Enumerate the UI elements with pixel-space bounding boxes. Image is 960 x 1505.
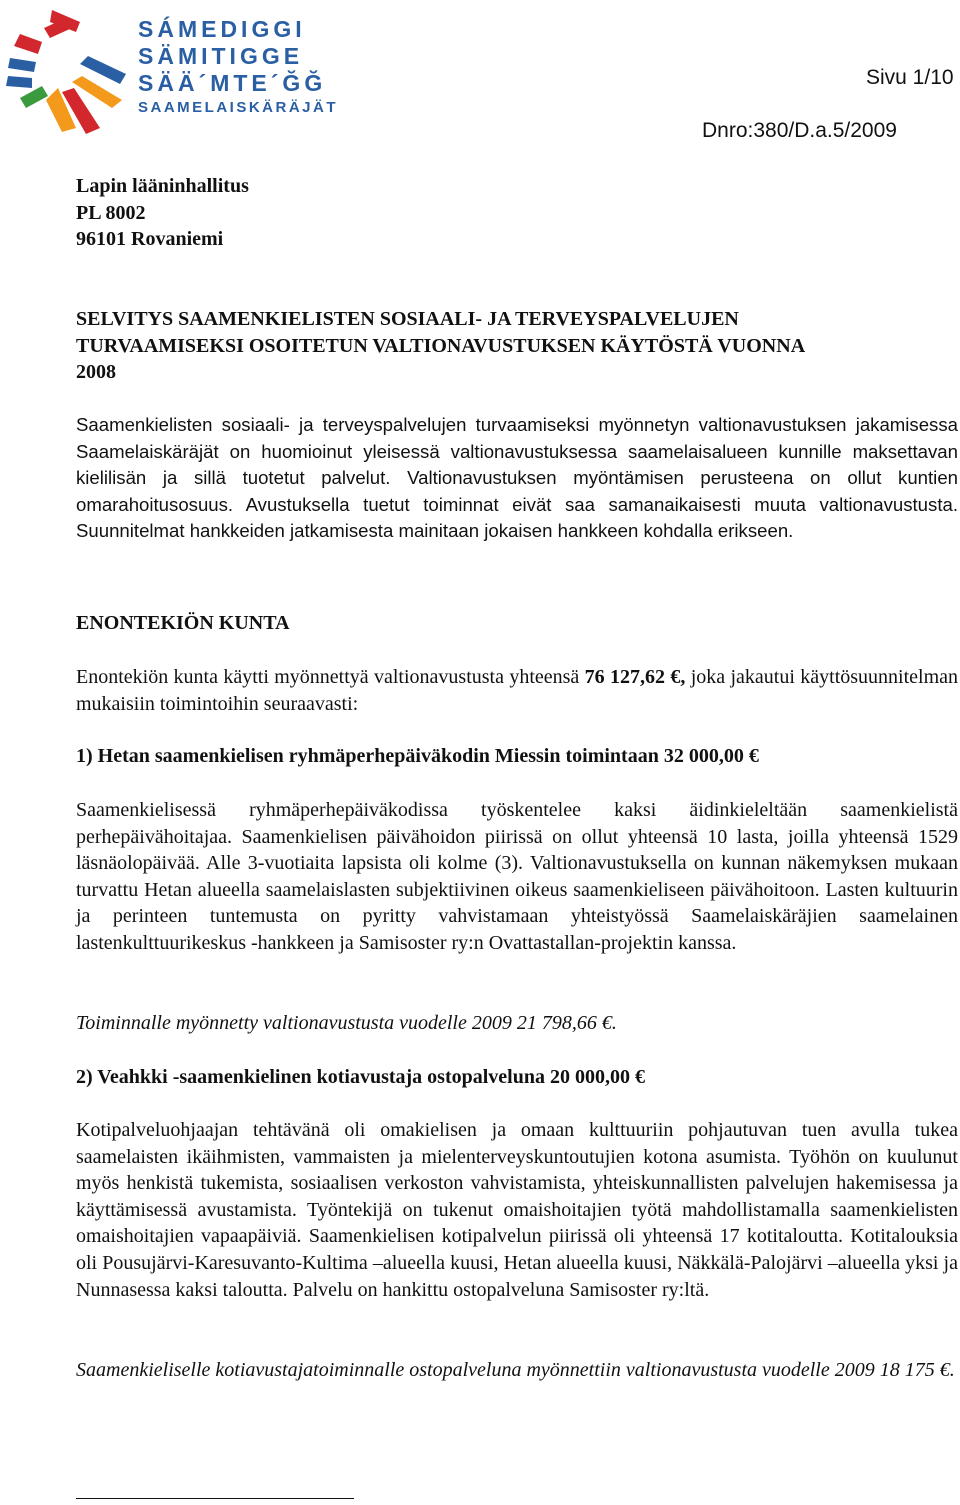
item-heading: 1) Hetan saamenkielisen ryhmäperhepäiväkodin Miessin toimintaan 32 000,00 €	[76, 745, 759, 767]
summary-text: joka jakautui käyttösuunnitelman mukaisiin toimintoihin seuraavasti:	[76, 666, 959, 715]
item-paragraph: Kotipalveluohjaajan tehtävänä oli omakielisen ja omaan kulttuuriin pohjautuvan tuen avulla tukea saamelaisten ikäihmisten, vammaisten ja mielenterveyskuntoutujien kotona asumista. Työhön on kuulunut myös henkistä tukemista, sosiaalisen verkoston vahvistamista, yhteiskunnallisten palvelujen hakemisessa ja käyttämisessä avustamista. Työntekijä on tukenut omaishoitajien työtä mahdollistamalla saamenkielisten omaishoitajien vapaapäiviä. Saamenkielisen kotipalvelun piirissä oli yhteensä 17 kotitaloutta. Kotitalouksia oli Pousujärvi-Karesuvanto-Kultima –alueella kuusi, Hetan alueella kuusi, Näkkälä-Palojärvi –alueella yksi ja Nunnasessa kaksi taloutta. Palvelu on hankittu ostopalveluna Samisoster ry:ltä.	[76, 1119, 958, 1301]
recipient-address	[76, 173, 958, 253]
address-line: 96101 Rovaniemi	[76, 228, 224, 251]
item-paragraph: Saamenkielisessä ryhmäperhepäiväkodissa työskentelee kaksi äidinkieleltään saamenkielistä perhepäivähoitajaa. Saamenkielisen päivähoidon piirissä on ollut yhteensä 10 lasta, joilla yhteensä 1529 läsnäolopäivää. Alle 3-vuotiaita lapsista oli kolme (3). Valtionavustuksella on kunnan näkemyksen mukaan turvattu Hetan alueella saamelaislasten subjektiivinen oikeus saamenkieliseen päivähoitoon. Lasten kultuurin ja perinteen tuntemusta on pyritty vahvistamaan yhteistyössä Saamelaiskäräjien saamelainen lastenkulttuurikeskus -hankkeen ja Samisoster ry:n Ovattastallan-projektin kanssa.	[76, 799, 958, 954]
title-line: 2008	[76, 361, 116, 384]
address-line: PL 8002	[76, 201, 146, 224]
title-line: SELVITYS SAAMENKIELISTEN SOSIAALI- JA TERVEYSPALVELUJEN	[76, 308, 739, 330]
intro-paragraph: Saamenkielisten sosiaali- ja terveyspalvelujen turvaamiseksi myönnetyn valtionavustuksen jakamisessa Saamelaiskäräjät on huomioinut yleisessä valtionavustuksessa saamelaisalueen kunnille maksettavan kielilisän ja sillä tuotetut palvelut. Valtionavustuksen myöntämisen perusteena on ollut kuntien omarahoitusosuus. Avustuksella tuetut toiminnat eivät saa samanaikaisesti muuta valtionavustusta. Suunnitelmat hankkeiden jatkamisesta mainitaan jokaisen hankkeen kohdalla erikseen.	[76, 414, 958, 542]
item-grant-note: Toiminnalle myönnetty valtionavustusta vuodelle 2009 21 798,66 €.	[76, 1012, 617, 1034]
item-heading: 2) Veahkki -saamenkielinen kotiavustaja ostopalveluna 20 000,00 €	[76, 1066, 645, 1088]
title-line: TURVAAMISEKSI OSOITETUN VALTIONAVUSTUKSEN KÄYTÖSTÄ VUONNA	[76, 334, 806, 357]
summary-text: Enontekiön kunta käytti myönnettyä valtionavustusta yhteensä	[76, 666, 585, 688]
logo-wordmark	[138, 16, 338, 119]
logo-line: SÄMITIGGE	[138, 43, 304, 69]
logo-line: SAAMELAISKÄRÄJÄT	[138, 99, 339, 116]
document-number: Dnro:380/D.a.5/2009	[702, 119, 897, 142]
summary-amount: 76 127,62 €,	[584, 666, 686, 688]
page-number: Sivu 1/10	[866, 66, 954, 89]
section-heading: ENONTEKIÖN KUNTA	[76, 612, 290, 634]
logo-line: SÄÄ´MTE´ĞĞ	[138, 70, 327, 96]
address-line: Lapin lääninhallitus	[76, 175, 249, 197]
item-grant-note: Saamenkieliselle kotiavustajatoiminnalle ostopalveluna myönnettiin valtionavustusta vuodelle 2009 18 175 €.	[76, 1359, 955, 1381]
samediggi-emblem-icon	[2, 4, 142, 136]
footer-rule	[76, 1498, 354, 1499]
section-summary	[76, 664, 958, 717]
logo-line: SÁMEDIGGI	[138, 16, 306, 42]
document-title	[76, 306, 958, 386]
samediggi-logo	[2, 4, 339, 136]
